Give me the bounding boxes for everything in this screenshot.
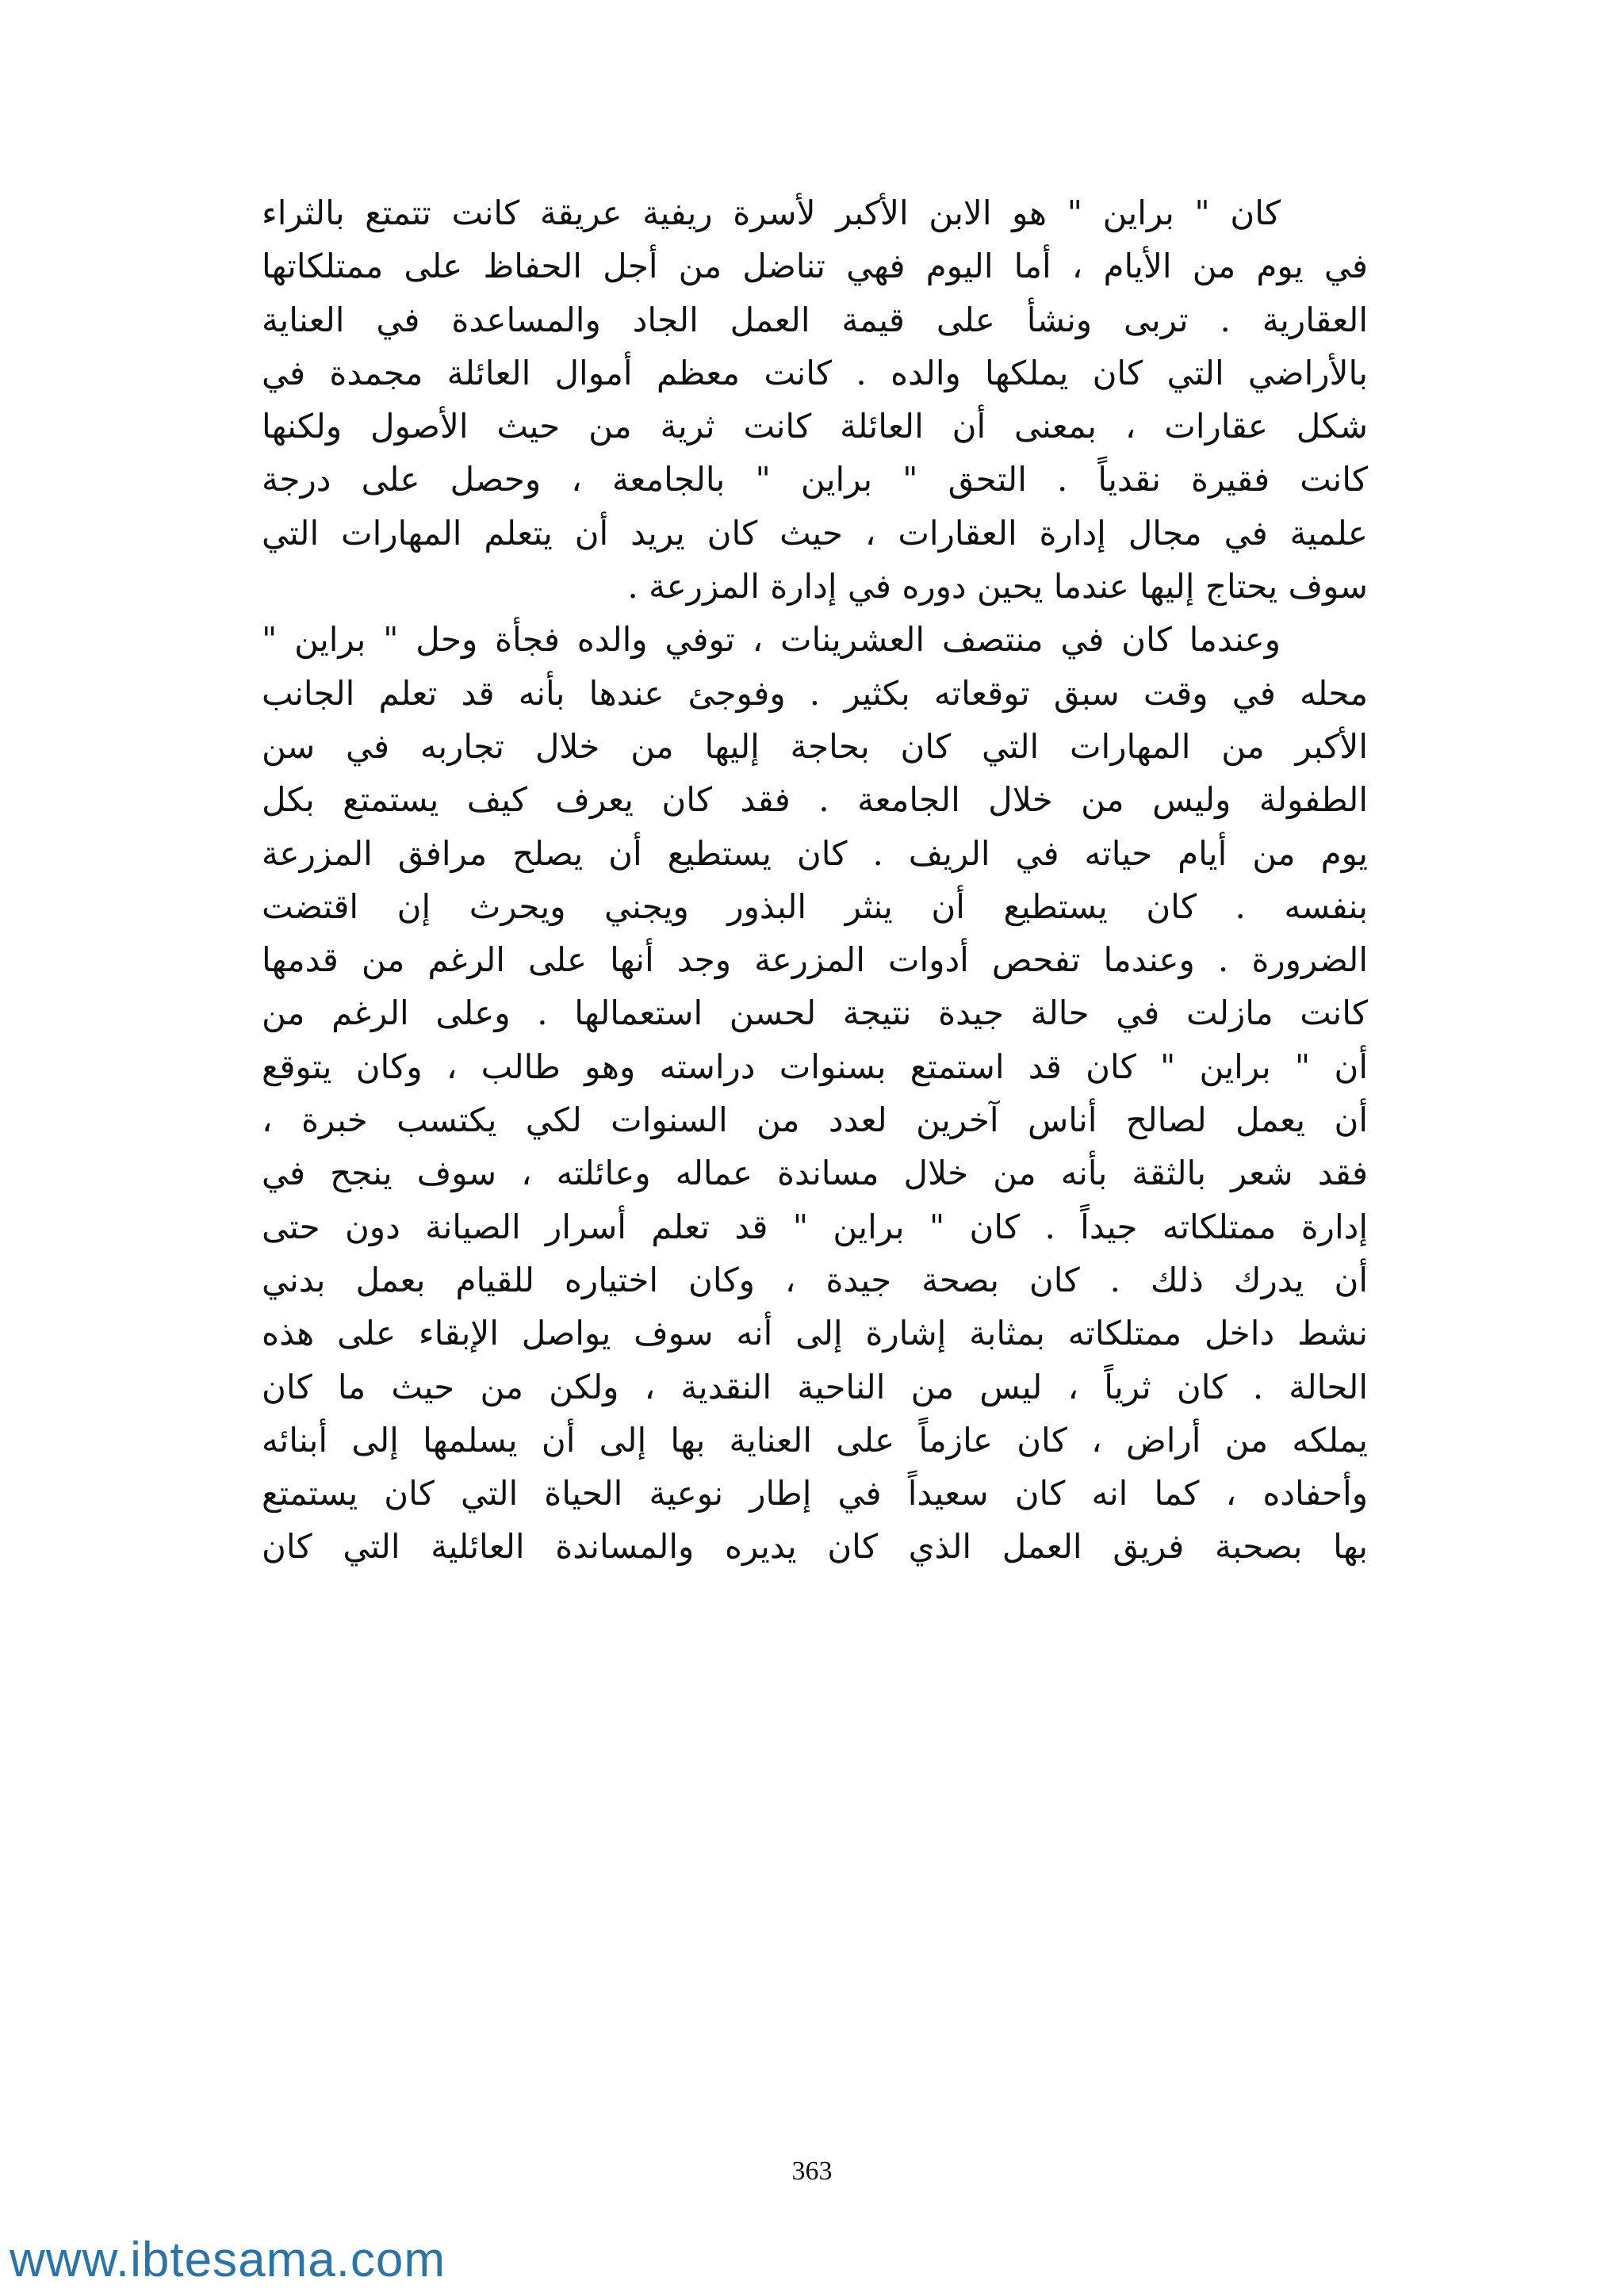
- text-line: أن يدرك ذلك . كان بصحة جيدة ، وكان اختياره للقيام بعمل بدني: [262, 1260, 1368, 1299]
- text-line: كانت فقيرة نقدياً . التحق " براين " بالجامعة ، وحصل على درجة: [262, 460, 1368, 499]
- text-line: بالأراضي التي كان يملكها والده . كانت معظم أموال العائلة مجمدة في: [262, 353, 1368, 392]
- text-line: الأكبر من المهارات التي كان بحاجة إليها من خلال تجاربه في سن: [262, 726, 1368, 766]
- text-line: العقارية . تربى ونشأ على قيمة العمل الجاد والمساعدة في العناية: [262, 300, 1368, 339]
- text-line: كانت مازلت في حالة جيدة نتيجة لحسن استعمالها . وعلى الرغم من: [262, 993, 1368, 1033]
- text-line: علمية في مجال إدارة العقارات ، حيث كان يريد أن يتعلم المهارات التي: [262, 513, 1368, 553]
- text-line: فقد شعر بالثقة بأنه من خلال مساندة عماله وعائلته ، سوف ينجح في: [262, 1154, 1368, 1193]
- text-line: الحالة . كان ثرياً ، ليس من الناحية النقدية ، ولكن من حيث ما كان: [262, 1367, 1368, 1406]
- text-line: أن يعمل لصالح أناس آخرين لعدد من السنوات لكي يكتسب خبرة ،: [262, 1100, 1368, 1140]
- text-line: في يوم من الأيام ، أما اليوم فهي تناضل من أجل الحفاظ على ممتلكاتها: [262, 247, 1368, 286]
- text-line: كان " براين " هو الابن الأكبر لأسرة ريفية عريقة كانت تتمتع بالثراء: [262, 193, 1281, 232]
- paragraph-2: [262, 613, 1368, 1573]
- text-line: شكل عقارات ، بمعنى أن العائلة كانت ثرية من حيث الأصول ولكنها: [262, 407, 1368, 446]
- text-line: يملكه من أراض ، كان عازماً على العناية بها إلى أن يسلمها إلى أبنائه: [262, 1420, 1368, 1460]
- text-line: أن " براين " كان قد استمتع بسنوات دراسته وهو طالب ، وكان يتوقع: [262, 1047, 1368, 1086]
- text-line: وعندما كان في منتصف العشرينات ، توفي والده فجأة وحل " براين ": [262, 620, 1281, 660]
- paragraph-1: [262, 186, 1368, 613]
- text-line: بنفسه . كان يستطيع أن ينثر البذور ويجني ويحرث إن اقتضت: [262, 886, 1368, 926]
- text-line: بها بصحبة فريق العمل الذي كان يديره والمساندة العائلية التي كان: [262, 1527, 1368, 1567]
- watermark-link[interactable]: www.ibtesama.com: [10, 2233, 446, 2287]
- text-line: يوم من أيام حياته في الريف . كان يستطيع أن يصلح مرافق المزرعة: [262, 833, 1368, 873]
- text-line: الطفولة وليس من خلال الجامعة . فقد كان يعرف كيف يستمتع بكل: [262, 780, 1368, 820]
- text-line: محله في وقت سبق توقعاته بكثير . وفوجئ عندها بأنه قد تعلم الجانب: [262, 673, 1368, 713]
- page-number: 363: [791, 2156, 833, 2186]
- text-line: نشط داخل ممتلكاته بمثابة إشارة إلى أنه سوف يواصل الإبقاء على هذه: [262, 1314, 1368, 1353]
- text-line: الضرورة . وعندما تفحص أدوات المزرعة وجد أنها على الرغم من قدمها: [262, 940, 1368, 980]
- text-line: سوف يحتاج إليها عندما يحين دوره في إدارة المزرعة .: [627, 567, 1368, 607]
- text-line: وأحفاده ، كما انه كان سعيداً في إطار نوعية الحياة التي كان يستمتع: [262, 1474, 1368, 1513]
- body-text: [262, 186, 1368, 1574]
- text-line: إدارة ممتلكاته جيداً . كان " براين " قد تعلم أسرار الصيانة دون حتى: [262, 1207, 1368, 1246]
